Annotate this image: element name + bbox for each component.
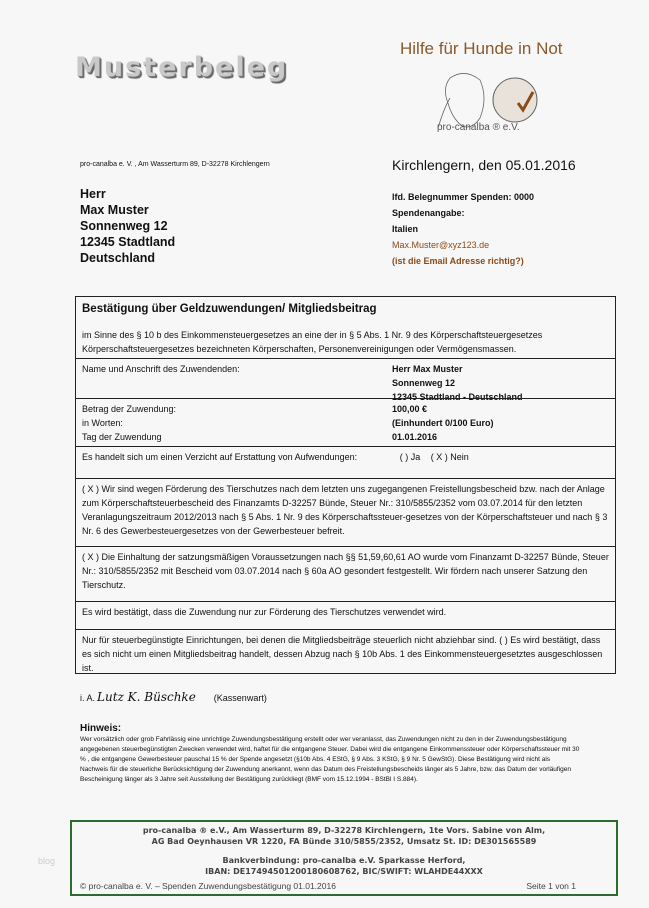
hint-title: Hinweis:	[80, 723, 122, 734]
address-line: Sonnenweg 12	[80, 219, 168, 233]
donation-date: 01.01.2016	[392, 432, 438, 442]
signature: Lutz K. Büschke	[97, 690, 196, 704]
donation-meta	[392, 189, 534, 269]
hint-section	[80, 722, 580, 785]
page-title: Musterbeleg	[75, 52, 289, 83]
exemption-statement: ( X ) Wir sind wegen Förderung des Tierschutzes nach dem letzten uns zugegangenen Freistellungsbescheid bzw. nach der Anlage zum Körperschaftsteuerbescheid des Finanzamts D-32257 Bünde, Steuer Nr.: 310/5855/2352 vom 03.07.2014 für den letzten Veranlagungszeitraum 2012/2013 nach § 5 Abs. 1 Nr. 9 des Körperschaftssteuer-gesetzes von der Körperschaftsteuer und nach § 3 Nr. 6 des Gewerbesteuergesetzes von der Gewerbesteuer befreit.	[76, 478, 615, 546]
day-label: Tag der Zuwendung	[82, 432, 162, 442]
amount-value: 100,00 €	[392, 404, 428, 414]
signature-role: (Kassenwart)	[213, 693, 267, 703]
waiver-question: Es handelt sich um einen Verzicht auf Erstattung von Aufwendungen:	[82, 452, 358, 462]
footer-copyright: © pro-canalba e. V. – Spenden Zuwendungsbestätigung 01.01.2016	[80, 881, 336, 891]
name-label: Name und Anschrift des Zuwendenden:	[82, 364, 240, 374]
donation-purpose: Italien	[392, 224, 419, 234]
address-line: Max Muster	[80, 203, 149, 217]
email-hint: (ist die Email Adresse richtig?)	[392, 256, 524, 266]
footer-bank: Bankverbindung: pro-canalba e.V. Sparkasse Herford,	[222, 856, 466, 865]
signature-line	[80, 690, 267, 704]
words-label: in Worten:	[82, 418, 123, 428]
slogan: Hilfe für Hunde in Not	[400, 39, 563, 58]
confirmation-box	[75, 296, 616, 674]
usage-statement: Es wird bestätigt, dass die Zuwendung nur zur Förderung des Tierschutzes verwendet wird.	[76, 601, 615, 629]
amount-label: Betrag der Zuwendung:	[82, 404, 177, 414]
date-line: Kirchlengern, den 05.01.2016	[392, 157, 576, 173]
logo-name: pro-canalba ® e.V.	[437, 122, 520, 133]
donor-street: Sonnenweg 12	[392, 378, 456, 388]
amount-words: (Einhundert 0/100 Euro)	[392, 418, 494, 428]
hint-text: Wer vorsätzlich oder grob Fahrlässig eine unrichtige Zuwendungsbestätigung erstellt oder wer veranlasst, das Zuwendungen nicht zu den in der Zuwendungsbestätigung angegebenen steuerbegünstigten Zwecken verwendet wird, haftet für die entgangene Steuer. Dabei wird die entgangene Einkommenssteuer oder Körperschaftssteuer mit 30 % , die entgangene Gewerbesteuer pauschal 15 % der Spende angesetzt (§10b Abs. 4 EStG, § 9 Abs. 3 KStG, § 9 Nr. 5 GewStG). Diese Bestätigung wird nicht als Nachweis für die steuerliche Berücksichtigung der Zuwendung anerkannt, wenn das Datum des Freistellungsbescheids länger als 5 Jahre, bzw. das Datum der vorläufigen Bescheinigung länger als 3 Jahre seit Ausstellung der Bestätigung zurückliegt (BMF vom 15.12.1994 - BStBl I S.884).	[80, 736, 580, 783]
footer-iban: IBAN: DE17494501200180608762, BIC/SWIFT: WLAHDE44XXX	[205, 867, 483, 876]
recipient-address	[80, 186, 175, 266]
footer-box	[70, 820, 618, 896]
donation-label: Spendenangabe:	[392, 208, 465, 218]
intro-text: im Sinne des § 10 b des Einkommensteuergesetzes an eine der in § 5 Abs. 1 Nr. 9 des Körperschaftsteuergesetzes Körperschaftsteuergesetzes bezeichneten Körperschaften, Personenvereinigungen oder Vermögensmassen.	[82, 330, 543, 354]
membership-statement: Nur für steuerbegünstigte Einrichtungen, bei denen die Mitgliedsbeiträge steuerlich nicht abziehbar sind. ( ) Es wird bestätigt, dass es sich nicht um einen Mitgliedsbeitrag handelt, dessen Abzug nach § 10b Abs. 1 des Einkommensteuergesetztes ausgeschlossen ist.	[76, 629, 615, 673]
waiver-yes-checkbox: ( ) Ja	[399, 452, 421, 462]
receipt-number: lfd. Belegnummer Spenden: 0000	[392, 192, 535, 202]
confirmation-title: Bestätigung über Geldzuwendungen/ Mitgliedsbeitrag	[82, 303, 377, 315]
email: Max.Muster@xyz123.de	[392, 240, 490, 250]
address-line: Herr	[80, 187, 106, 201]
donor-city: 12345 Stadtland - Deutschland	[392, 392, 523, 402]
page-number: Seite 1 von 1	[526, 881, 576, 891]
address-line: 12345 Stadtland	[80, 235, 176, 249]
footer-registry: AG Bad Oeynhausen VR 1220, FA Bünde 310/5855/2352, Umsatz St. ID: DE301565589	[151, 837, 537, 846]
watermark: blog	[38, 856, 56, 866]
footer-address: pro-canalba ® e.V., Am Wasserturm 89, D-32278 Kirchlengern, 1te Vors. Sabine von Alm,	[142, 826, 546, 835]
donor-name: Herr Max Muster	[392, 364, 463, 374]
signature-prefix: i. A.	[80, 693, 96, 703]
address-line: Deutschland	[80, 251, 156, 265]
statute-statement: ( X ) Die Einhaltung der satzungsmäßigen Voraussetzungen nach §§ 51,59,60,61 AO wurde vom Finanzamt D-32257 Bünde, Steuer Nr.: 310/5855/2352 mit Bescheid vom 03.07.2014 nach § 60a AO gesondert festgestellt. Wir fördern nach unserer Satzung den Tierschutz.	[76, 546, 615, 601]
waiver-no-checkbox: ( X ) Nein	[430, 452, 469, 462]
sender-line: pro-canalba e. V. , Am Wasserturm 89, D-32278 Kirchlengern	[80, 161, 270, 168]
